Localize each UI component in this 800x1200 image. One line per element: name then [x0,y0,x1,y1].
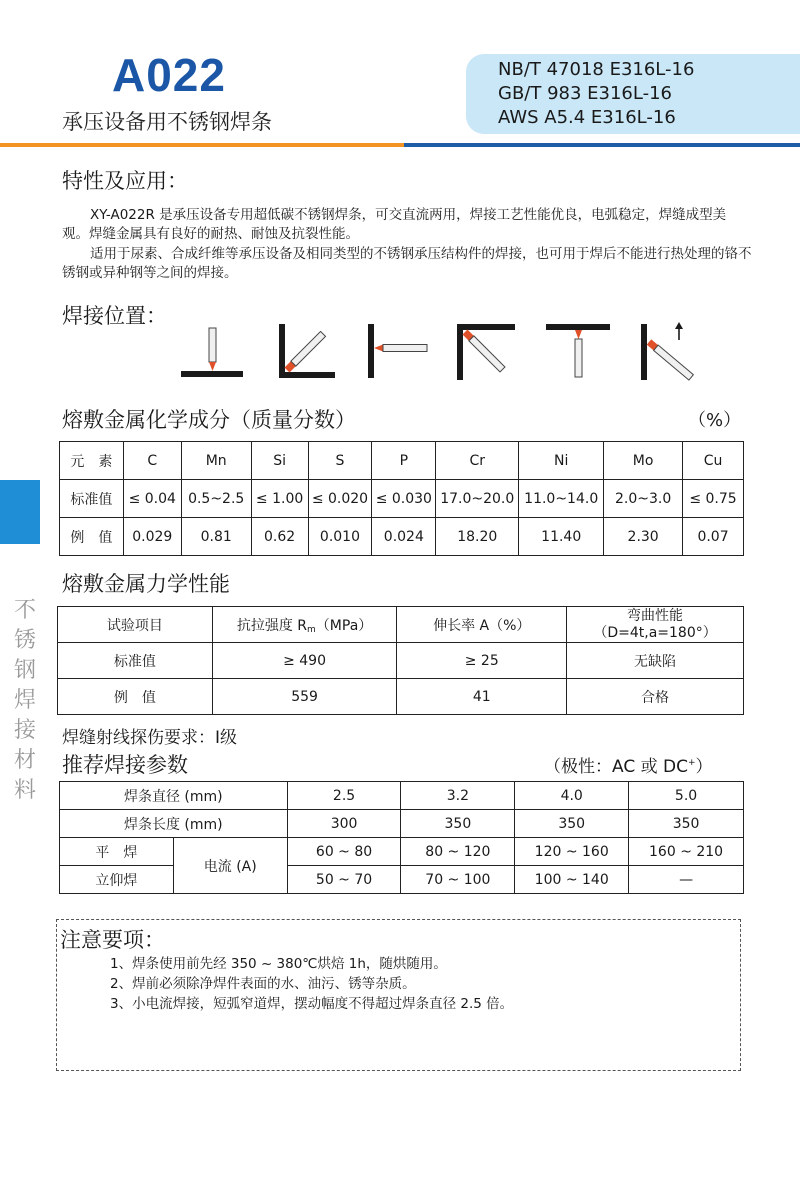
current-label: 电流 (A) [173,838,287,894]
table-cell: ≤ 0.030 [372,480,436,518]
row-label: 例 值 [58,679,213,715]
element-header: C [123,442,181,480]
features-title: 特性及应用： [62,169,188,193]
polarity-note: （极性：AC 或 DC+） [544,757,713,777]
table-cell: ≤ 0.04 [123,480,181,518]
element-header: S [308,442,372,480]
side-char: 材 [13,748,36,773]
mechanical-table [57,606,744,715]
features-paragraph-2: 适用于尿素、合成纤维等承压设备及相同类型的不锈钢承压结构件的焊接，也可用于焊后不能进行热处理的铬不锈钢或异种钢等之间的焊接。 [62,246,752,281]
element-header: Cr [436,442,519,480]
tensile-header: 抗拉强度 $R_m(MPa)$ [212,607,397,643]
table-cell: 60 ~ 80 [287,838,401,866]
params-title: 推荐焊接参数 [62,753,188,777]
mechanical-title: 熔敷金属力学性能 [62,572,230,596]
row-label: 例 值 [60,518,124,556]
welding-positions-diagram [175,318,705,384]
header-divider-blue [404,143,800,147]
table-cell: 41 [397,679,567,715]
side-char: 钢 [13,658,36,683]
table-cell: 0.029 [123,518,181,556]
table-cell: 2.0~3.0 [604,480,683,518]
table-cell: 2.30 [604,518,683,556]
table-cell: 0.5~2.5 [181,480,251,518]
positions-title: 焊接位置： [62,304,167,328]
table-cell: 3.2 [401,782,515,810]
side-char: 料 [13,778,36,803]
table-cell: 120 ~ 160 [515,838,629,866]
flat-position-icon [181,328,243,377]
chemistry-unit: （%） [688,410,742,431]
element-header: Ni [519,442,604,480]
diameter-row [60,782,744,810]
element-header: P [372,442,436,480]
length-label: 焊条长度 (mm) [60,810,288,838]
element-header: Mo [604,442,683,480]
diameter-label: 焊条直径 (mm) [60,782,288,810]
mechanical-example-row [58,679,744,715]
vertical-label: 立仰焊 [60,866,174,894]
horizontal-position-icon [368,324,427,378]
table-cell: 350 [401,810,515,838]
element-header: Cu [683,442,744,480]
side-char: 接 [13,718,36,743]
side-color-tab [0,480,40,544]
table-cell: 70 ~ 100 [401,866,515,894]
table-cell: 0.07 [683,518,744,556]
mechanical-header-row [58,607,744,643]
table-cell: 11.0~14.0 [519,480,604,518]
mechanical-standard-row [58,643,744,679]
note-item: 3、小电流焊接，短弧窄道焊，摆动幅度不得超过焊条直径 2.5 倍。 [110,996,514,1012]
table-cell: 18.20 [436,518,519,556]
vertical-current-row [60,866,744,894]
table-cell: 5.0 [629,782,744,810]
chemistry-table [59,441,744,556]
table-cell: ≥ 490 [212,643,397,679]
table-cell: 350 [515,810,629,838]
table-cell: 0.62 [251,518,308,556]
chemistry-example-row [60,518,744,556]
table-cell: 559 [212,679,397,715]
header-divider-orange [0,143,404,147]
bend-header: 弯曲性能 （D=4t,a=180°） [567,607,744,643]
table-cell: 2.5 [287,782,401,810]
table-cell: ≤ 0.020 [308,480,372,518]
table-cell: 0.010 [308,518,372,556]
flat-label: 平 焊 [60,838,174,866]
chemistry-standard-row [60,480,744,518]
table-cell: — [629,866,744,894]
side-category-label [12,596,38,806]
table-cell: 80 ~ 120 [401,838,515,866]
row-label: 标准值 [60,480,124,518]
element-header: Mn [181,442,251,480]
product-model: A022 [112,49,226,101]
flat-current-row [60,838,744,866]
table-cell: 17.0~20.0 [436,480,519,518]
standard-gb: GB/T 983 E316L-16 [498,83,672,104]
overhead-position-icon [546,324,610,377]
notes-title: 注意要项： [60,928,165,952]
table-cell: 100 ~ 140 [515,866,629,894]
side-char: 锈 [13,628,36,653]
table-cell: 无缺陷 [567,643,744,679]
table-cell: 160 ~ 210 [629,838,744,866]
side-char: 焊 [13,688,36,713]
table-cell: 4.0 [515,782,629,810]
table-cell: ≥ 25 [397,643,567,679]
note-item: 2、焊前必须除净焊件表面的水、油污、锈等杂质。 [110,976,416,992]
table-cell: 合格 [567,679,744,715]
params-table [59,781,744,894]
elongation-header: 伸长率 A（%） [397,607,567,643]
chemistry-label-header: 元 素 [60,442,124,480]
standard-nb: NB/T 47018 E316L-16 [498,59,695,80]
element-header: Si [251,442,308,480]
table-cell: 300 [287,810,401,838]
standard-aws: AWS A5.4 E316L-16 [498,107,676,128]
table-cell: 11.40 [519,518,604,556]
horizontal-fillet-icon [279,324,335,378]
row-label: 标准值 [58,643,213,679]
item-header: 试验项目 [58,607,213,643]
radiography-requirement: 焊缝射线探伤要求：Ⅰ级 [62,728,238,748]
overhead-fillet-icon [457,324,515,380]
table-cell: 0.81 [181,518,251,556]
features-paragraph-1: XY-A022R 是承压设备专用超低碳不锈钢焊条，可交直流两用，焊接工艺性能优良，电弧稳定，焊缝成型美观。焊缝金属具有良好的耐热、耐蚀及抗裂性能。 [62,207,727,242]
chemistry-header-row [60,442,744,480]
table-cell: 50 ~ 70 [287,866,401,894]
chemistry-title: 熔敷金属化学成分（质量分数） [62,408,356,432]
table-cell: 0.024 [372,518,436,556]
table-cell: ≤ 1.00 [251,480,308,518]
table-cell: ≤ 0.75 [683,480,744,518]
product-subtitle: 承压设备用不锈钢焊条 [62,110,272,134]
note-item: 1、焊条使用前先经 350 ~ 380℃烘焙 1h，随烘随用。 [110,956,447,972]
vertical-up-icon [641,322,693,380]
table-cell: 350 [629,810,744,838]
length-row [60,810,744,838]
side-char: 不 [13,598,36,623]
